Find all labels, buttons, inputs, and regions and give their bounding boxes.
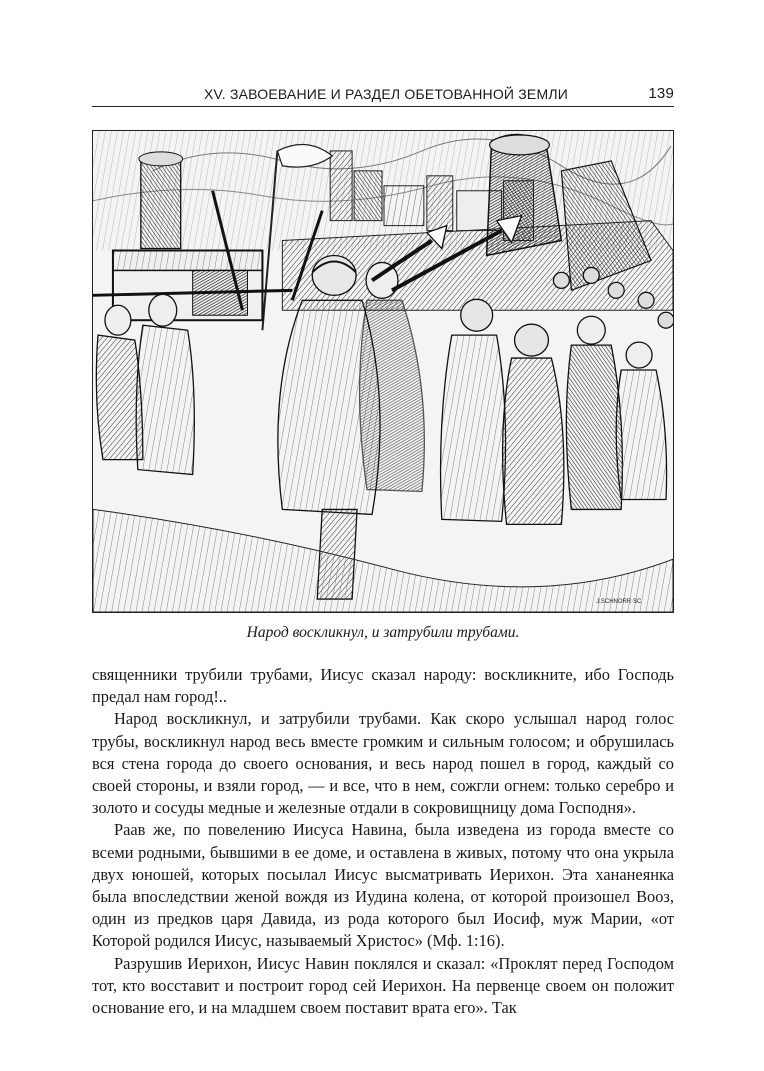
body-text (92, 664, 674, 1019)
paragraph: Раав же, по повелению Иисуса Навина, была изведена из города вместе со всеми родными, бывшими в ее доме, и оставлена в живых, потому что она укрыла двух юношей, которых посылал Иисус высматривать Иерихон. Эта хананеянка была впоследствии женой вождя из Иудина колена, от которой произошел Вооз, один из предков царя Давида, из рода которого был Иосиф, муж Марии, «от Которой родился Иисус, называемый Христос» (Мф. 1:16). (92, 820, 674, 951)
figure-caption: Народ воскликнул, и затрубили трубами. (246, 624, 520, 641)
engraving-drawing (93, 131, 673, 612)
engraving-illustration (92, 130, 674, 613)
left-tower (139, 152, 183, 249)
chapter-title: XV. ЗАВОЕВАНИЕ И РАЗДЕЛ ОБЕТОВАННОЙ ЗЕМЛИ (204, 86, 568, 102)
paragraph: Народ воскликнул, и затрубили трубами. Как скоро услышал народ голос трубы, воскликнул народ весь вместе громким и сильным голосом; и обрушилась вся стена города до своего основания, и весь народ пошел в город, каждый со своей стороны, и взяли город, — и все, что в нем, сожгли огнем: только серебро и золото и сосуды медные и железные отдали в сокровищницу дома Господня». (92, 709, 674, 818)
paragraph: Разрушив Иерихон, Иисус Навин поклялся и сказал: «Проклят перед Господом тот, кто восставит и построит город сей Иерихон. На первенце своем он положит основание его, и на младшем своем поставит врата его». Так (92, 953, 674, 1018)
running-head (92, 84, 674, 107)
engraver-signature: J.SCHNORR·SC (596, 599, 642, 606)
page-number: 139 (648, 85, 674, 102)
paragraph: священники трубили трубами, Иисус сказал народу: воскликните, ибо Господь предал нам город!.. (92, 665, 674, 707)
